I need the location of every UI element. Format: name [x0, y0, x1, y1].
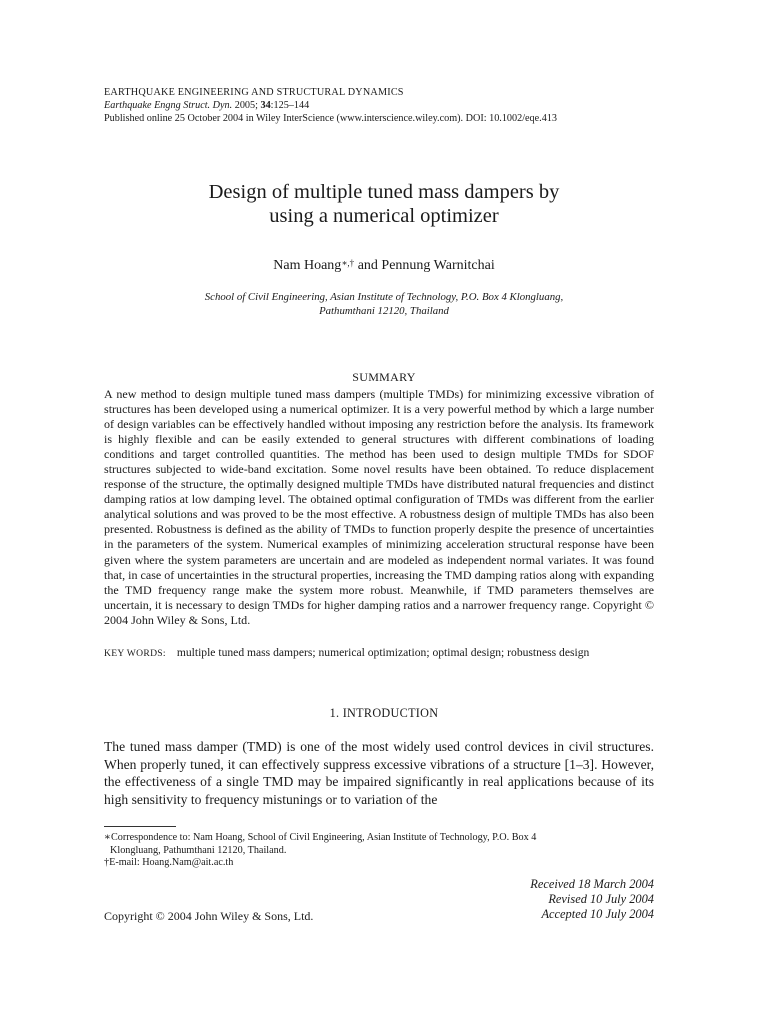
summary-text: A new method to design multiple tuned mass dampers (multiple TMDs) for minimizing excessive vibration of structures has been developed using a numerical optimizer. It is a very powerful method by which a large number of design variables can be effectively handled without imposing any restriction before the analysis. Its framework is highly flexible and can be easily extended to general structures with different combinations of loading conditions and target controlled quantities. The method has been used to design multiple TMDs for SDOF structures subjected to wide-band excitation. Some novel results have been obtained. To reduce displacement response of the structure, the optimally designed multiple TMDs have distributed natural frequencies and distinct damping ratios at low damping level. The obtained optimal configuration of TMDs was different from the earlier analytical solutions and was proved to be the most effective. A robustness design of multiple TMDs has also been presented. Robustness is defined as the ability of TMDs to function properly despite the presence of uncertainties in the parameters of the system. Numerical examples of minimizing acceleration structural response have been given where the system parameters are uncertain and are modeled as independent normal variates. It was found that, in case of uncertainties in the structural properties, increasing the TMD damping ratios along with expanding the TMD frequency range make the system more robust. Meanwhile, if TMD parameters themselves are uncertain, it is necessary to design TMDs for higher damping ratios and a narrower frequency range. Copyright © 2004 John Wiley & Sons, Ltd.: [104, 387, 654, 627]
footnote-rule: [104, 826, 176, 827]
title-line-1: Design of multiple tuned mass dampers by: [208, 181, 560, 203]
footnote-email-mark: †: [104, 857, 110, 869]
author-2: Pennung Warnitchai: [381, 258, 495, 273]
footnotes: [104, 832, 656, 870]
date-accepted: Accepted 10 July 2004: [541, 907, 654, 922]
introduction-text: The tuned mass damper (TMD) is one of the most widely used control devices in civil structures. When properly tuned, it can effectively suppress excessive vibrations of a structure [1–3]. However, the effectiveness of a single TMD may be impaired significantly in real applications because of its high sensitivity to frequency mistunings or to variation of the: [104, 739, 654, 807]
summary-heading: SUMMARY: [352, 370, 416, 384]
footnote-correspondence-mark: ∗: [104, 832, 111, 843]
footnote-correspondence-text: Correspondence to: Nam Hoang, School of Civil Engineering, Asian Institute of Technology, P.O. Box 4: [110, 832, 537, 843]
publication-line: Published online 25 October 2004 in Wiley InterScience (www.interscience.wiley.com). DOI: 10.1002/eqe.413: [104, 113, 558, 125]
author-list: [104, 257, 664, 274]
citation-volume: 34: [260, 100, 271, 112]
journal-abbrev: Earthquake Engng Struct. Dyn.: [104, 100, 233, 112]
journal-name: EARTHQUAKE ENGINEERING AND STRUCTURAL DYNAMICS: [104, 87, 404, 98]
affiliation-line-1: School of Civil Engineering, Asian Institute of Technology, P.O. Box 4 Klongluang,: [204, 291, 564, 303]
footnote-correspondence-continued: Klongluang, Pathumthani 12120, Thailand.: [110, 844, 287, 856]
keywords-label: KEY WORDS:: [104, 648, 166, 659]
footnote-email-text: E-mail: Hoang.Nam@ait.ac.th: [109, 857, 234, 869]
footnote-email: [104, 857, 656, 870]
citation-pages: :125–144: [270, 100, 310, 112]
author-1-marks: ∗,†: [341, 258, 355, 268]
affiliation-line-2: Pathumthani 12120, Thailand: [319, 305, 449, 317]
keywords-text: multiple tuned mass dampers; numerical optimization; optimal design; robustness design: [176, 646, 590, 659]
date-received: Received 18 March 2004: [530, 877, 654, 891]
citation-line: [104, 99, 664, 112]
affiliation: [104, 290, 664, 318]
history-dates: [404, 877, 654, 923]
introduction-heading: 1. INTRODUCTION: [329, 706, 439, 720]
title-line-2: using a numerical optimizer: [269, 205, 499, 227]
paper-title: [104, 180, 664, 228]
author-connector: and: [354, 258, 382, 273]
keywords: [104, 646, 664, 659]
citation-year: 2005;: [232, 100, 261, 112]
author-1: Nam Hoang: [273, 258, 342, 273]
journal-header: [104, 86, 664, 126]
date-revised: Revised 10 July 2004: [548, 892, 654, 907]
copyright-notice: Copyright © 2004 John Wiley & Sons, Ltd.: [104, 909, 314, 923]
footnote-correspondence: [104, 832, 656, 845]
